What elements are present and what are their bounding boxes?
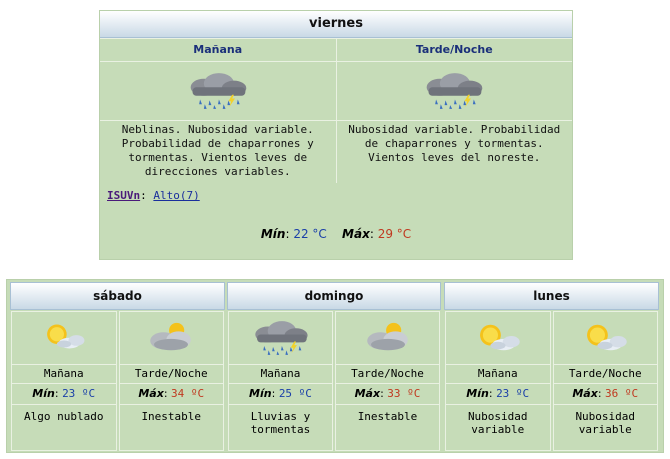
temp-value: 23 ºC (62, 387, 96, 400)
forecast-cell-evening: Tarde/Noche Máx: 33 ºC Inestable (335, 311, 440, 451)
forecast-description: Nubosidad variable. Probabilidad de chaparrones y tormentas. Vientos leves del noreste. (348, 123, 561, 164)
sun-cloud-icon (37, 320, 91, 352)
period-label: Mañana (12, 365, 116, 384)
temp-label: Máx (572, 387, 598, 400)
temp-value: 34 ºC (171, 387, 205, 400)
morning-column (100, 38, 336, 183)
temp-value: 23 ºC (496, 387, 530, 400)
forecast-description: Neblinas. Nubosidad variable. Probabilidad de chaparrones y tormentas. Vientos leves de direcciones variables. (121, 123, 314, 178)
extended-forecast (6, 279, 664, 453)
temp-value: 36 ºC (605, 387, 639, 400)
isuv-link[interactable]: ISUVn (107, 189, 141, 202)
forecast-cell-morning: Mañana Mín: 25 ºC Lluvias y tormentas (228, 311, 333, 451)
period-label: Mañana (446, 365, 550, 384)
forecast-cell-evening: Tarde/Noche Máx: 36 ºC Nubosidad variable (553, 311, 659, 451)
temp-label: Mín (466, 387, 489, 400)
uv-index (107, 189, 200, 202)
sun-cloud-icon (469, 320, 527, 354)
forecast-description: Nubosidad variable (575, 410, 636, 436)
min-value: 22 °C (293, 227, 327, 241)
today-temperatures: Mín: 22 °C Máx: 29 °C (260, 227, 412, 241)
temp-label: Mín (32, 387, 55, 400)
temp-label: Máx (138, 387, 164, 400)
period-label: Tarde/Noche (554, 365, 658, 384)
isuv-separator: : (140, 189, 147, 202)
temp-label: Mín (249, 387, 272, 400)
temp-label: Máx (354, 387, 381, 400)
forecast-cell-evening: Tarde/Noche Máx: 34 ºC Inestable (119, 311, 225, 451)
forecast-day-sabado (10, 282, 225, 453)
day-title: domingo (227, 282, 441, 310)
evening-column (336, 38, 573, 183)
day-title: lunes (444, 282, 659, 310)
period-label: Mañana (229, 365, 332, 384)
sun-cloud-icon (576, 320, 634, 354)
period-label: Tarde/Noche (120, 365, 224, 384)
cloudy-sun-icon (142, 320, 200, 354)
temp-value: 33 ºC (387, 387, 421, 400)
rain-storm-icon (250, 320, 312, 356)
min-label: Mín (260, 227, 286, 241)
forecast-cell-morning: Mañana Mín: 23 ºC Algo nublado (11, 311, 117, 451)
forecast-day-lunes (444, 282, 659, 453)
forecast-day-domingo (227, 282, 441, 453)
forecast-description: Algo nublado (24, 410, 104, 423)
isuv-value-link[interactable]: Alto(7) (153, 189, 200, 202)
today-panel (99, 10, 573, 260)
temp-value: 25 ºC (278, 387, 312, 400)
forecast-cell-morning: Mañana Mín: 23 ºC Nubosidad variable (445, 311, 551, 451)
cloudy-sun-icon (359, 320, 417, 354)
rain-storm-icon (185, 72, 251, 110)
day-title: viernes (100, 11, 572, 38)
rain-storm-icon (421, 72, 487, 110)
day-title: sábado (10, 282, 225, 310)
forecast-description: Lluvias y tormentas (250, 410, 311, 436)
period-label: Tarde/Noche (337, 38, 573, 62)
max-label: Máx (342, 227, 370, 241)
forecast-description: Inestable (357, 410, 418, 423)
forecast-description: Inestable (141, 410, 202, 423)
max-value: 29 °C (377, 227, 412, 241)
period-label: Tarde/Noche (336, 365, 439, 384)
forecast-description: Nubosidad variable (467, 410, 528, 436)
period-label: Mañana (100, 38, 336, 62)
